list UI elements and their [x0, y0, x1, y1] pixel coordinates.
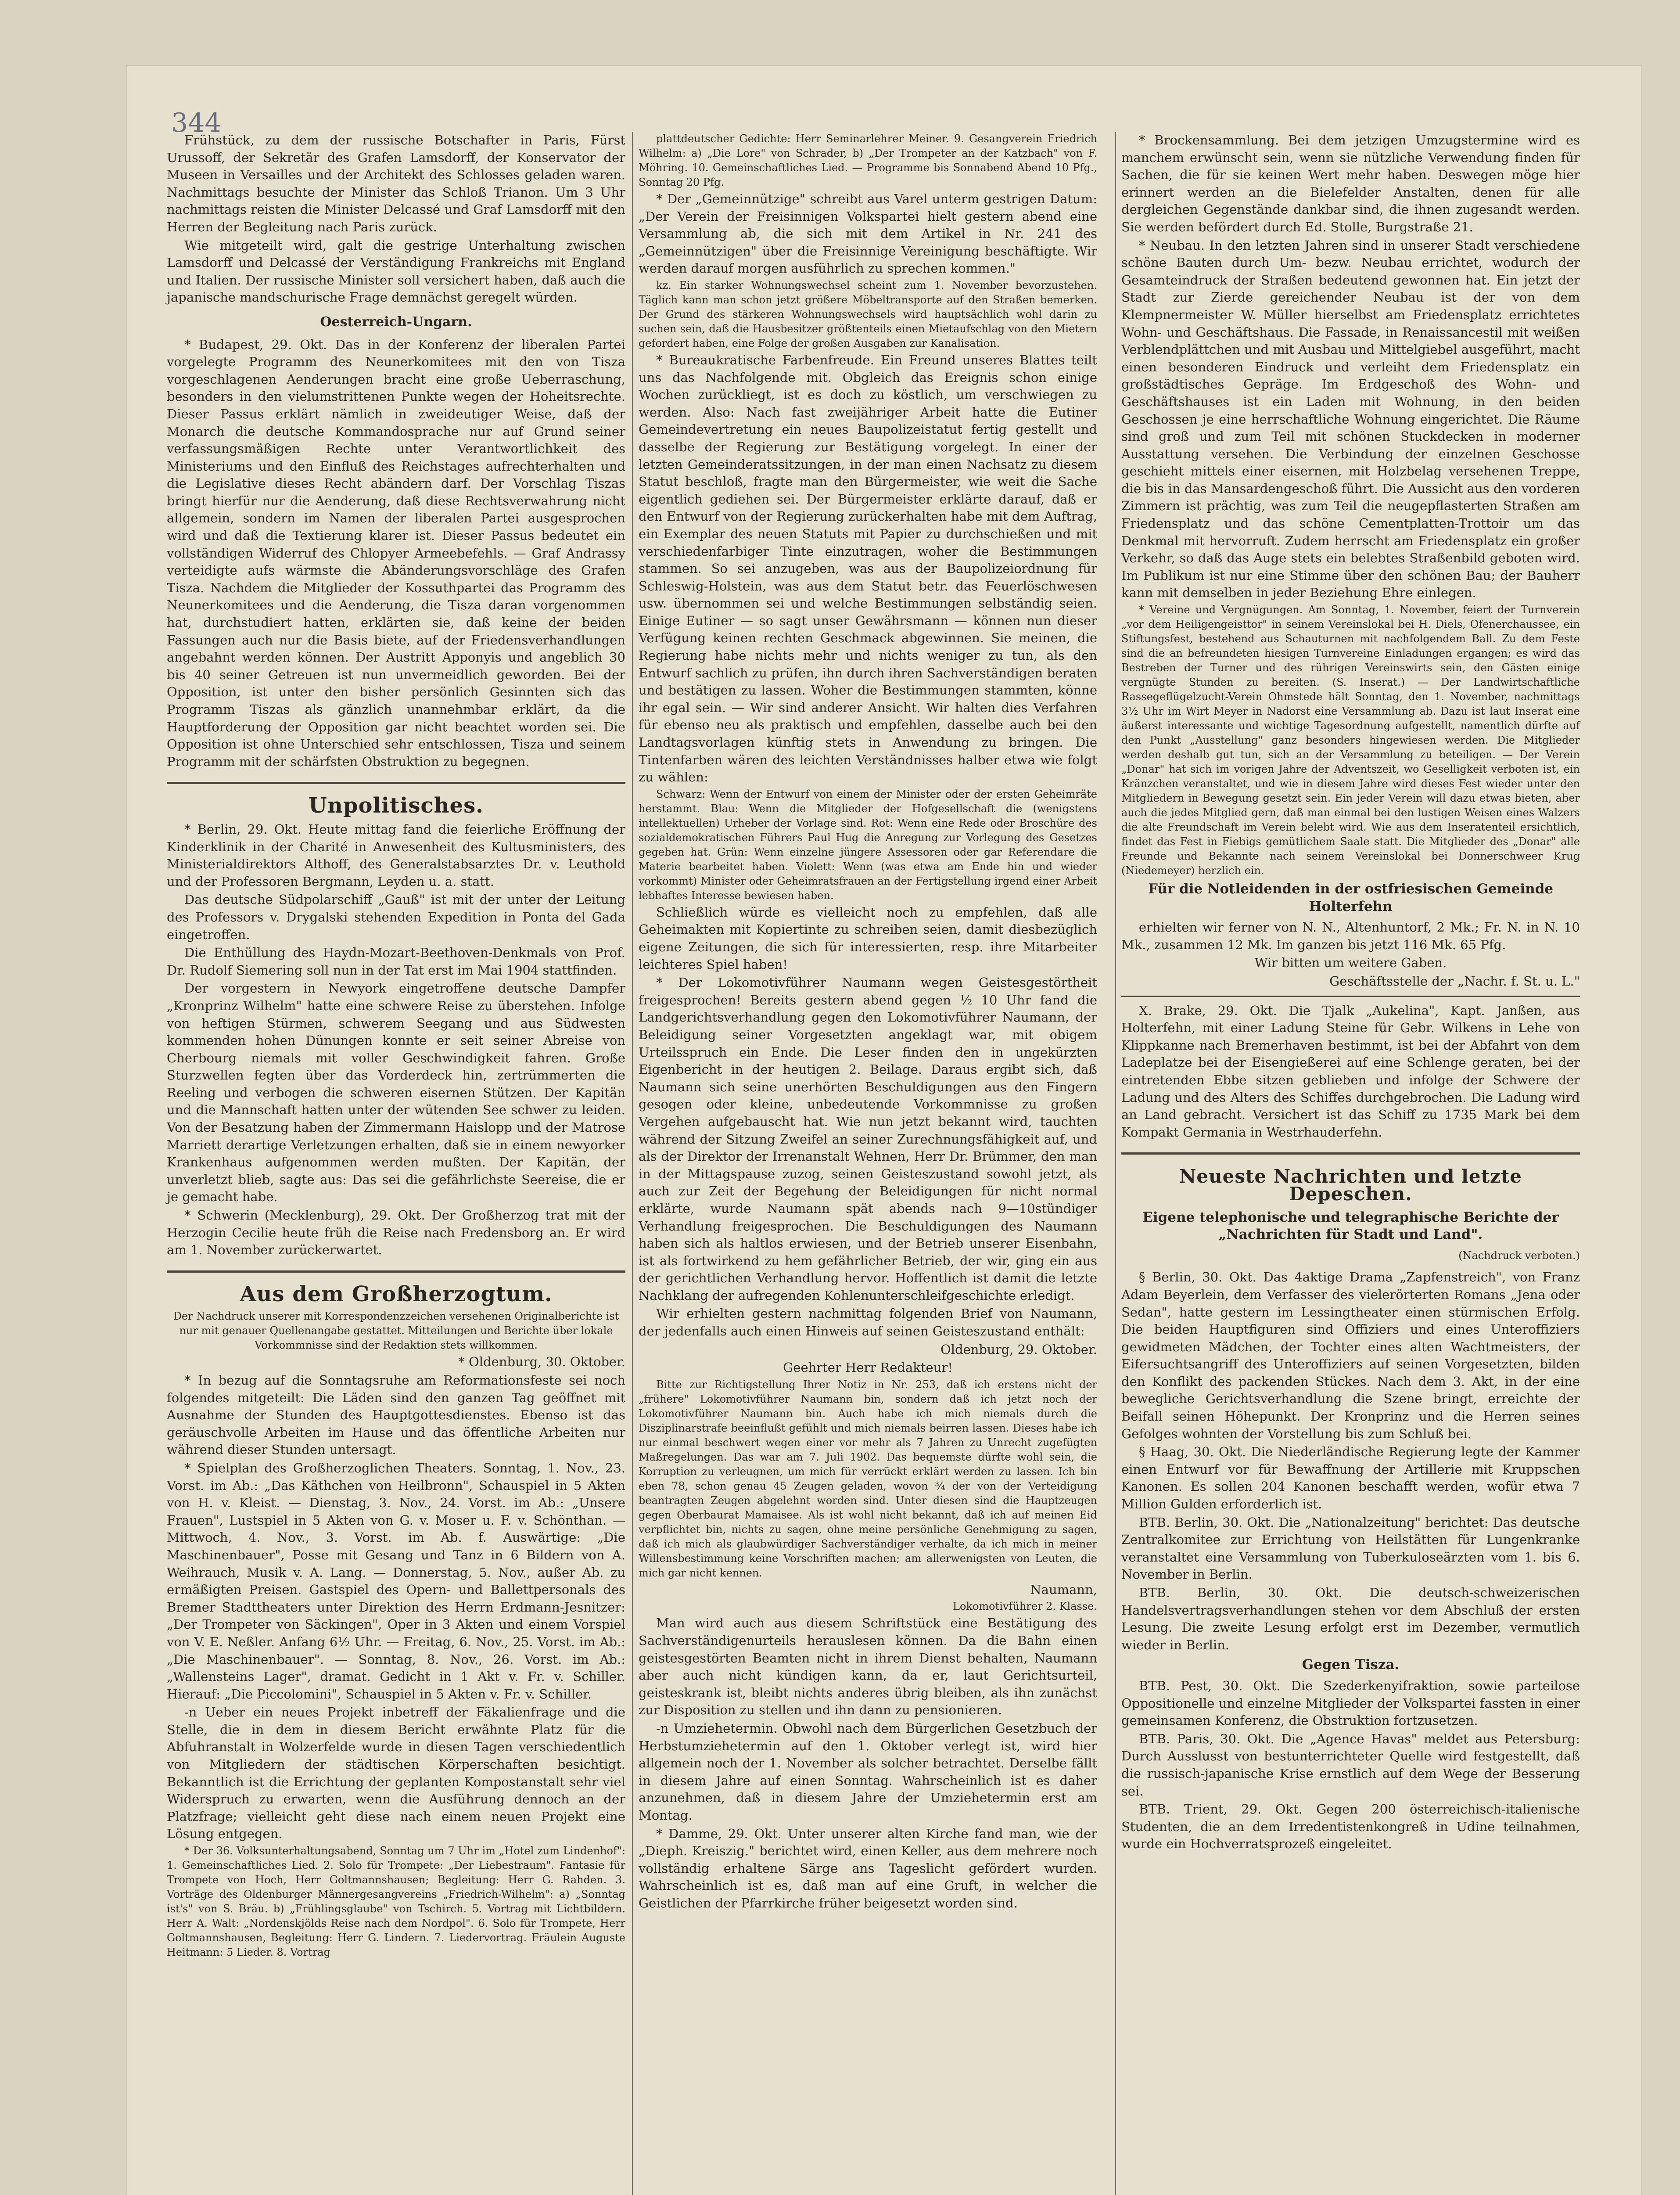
- article-paragraph: plattdeutscher Gedichte: Herr Seminarlehrer Meiner. 9. Gesangverein Friedrich Wilhelm: a) „Die Lore" von Schrader, b) „Der Trompeter an der Katzbach" von F. Möhring. 10. Gemeinschaftliches Lied. — Programme bis Sonnabend Abend 10 Pfg., Sonntag 20 Pfg.: [639, 133, 1097, 188]
- section-heading: Neueste Nachrichten und letzte Depeschen.: [1179, 1166, 1522, 1205]
- article-paragraph: BTB. Pest, 30. Okt. Die Szederkenyifraktion, sowie parteilose Oppositionelle und einzelne Mitglieder der Volkspartei fassten in einer gemeinsamen Konferenz, die Obstruktion fortzusetzen.: [1121, 1678, 1580, 1728]
- article-paragraph: Die Enthüllung des Haydn-Mozart-Beethoven-Denkmals von Prof. Dr. Rudolf Siemering soll nun in der Tat erst im Mai 1904 stattfinden.: [167, 945, 625, 978]
- article-paragraph: BTB. Trient, 29. Okt. Gegen 200 österreichisch-italienische Studenten, die an dem Irredentistenkongreß in Udine teilnahmen, wurde ein Hochverratsprozeß eingeleitet.: [1121, 1802, 1580, 1852]
- reprint-notice: (Nachdruck verboten.): [1458, 1249, 1580, 1262]
- section-subheading: Gegen Tisza.: [1302, 1657, 1400, 1673]
- article-paragraph: Wie mitgeteilt wird, galt die gestrige Unterhaltung zwischen Lamsdorff und Delcassé der Verständigung Frankreichs mit England und Italien. Der russische Minister soll versichert haben, daß auch die japanische mandschurische Frage demnächst geregelt würden.: [167, 237, 625, 305]
- article-paragraph: § Haag, 30. Okt. Die Niederländische Regierung legte der Kammer einen Entwurf vor für Bewaffnung der Artillerie mit Kruppschen Kanonen. Es sollen 204 Kanonen beschafft werden, wofür etwa 7 Million Gulden erforderlich ist.: [1121, 1444, 1580, 1512]
- section-heading: Oesterreich-Ungarn.: [320, 314, 472, 330]
- article-paragraph: -n Ueber ein neues Projekt inbetreff der Fäkalienfrage und die Stelle, die in dem in diesem Bericht erwähnte Platz für die Abfuhranstalt in Wolzerfelde wurde in diesen Tagen verschiedentlich von Mitgliedern der städtischen Körperschaften besichtigt. Bekanntlich ist die Errichtung der geplanten Kompostanstalt sehr viel Widerspruch zu erwarten, wenn die Ausführung dennoch an der Platzfrage; vielleicht geht diese nach einem neuen Projekt eine Lösung entgegen.: [167, 1705, 625, 1842]
- section-divider: [1121, 996, 1580, 997]
- article-paragraph: Frühstück, zu dem der russische Botschafter in Paris, Fürst Urussoff, der Sekretär des Grafen Lamsdorff, der Konservator der Museen in Versailles und der Architekt des Schlosses geladen waren. Nachmittags besuchte der Minister das Schloß Trianon. Um 3 Uhr nachmittags reisten die Minister Delcassé und Graf Lamsdorff mit den Herren der Begleitung nach Paris zurück.: [167, 133, 625, 234]
- article-paragraph: BTB. Berlin, 30. Okt. Die deutsch-schweizerischen Handelsvertragsverhandlungen stehen vor dem Abschluß der ersten Lesung. Die zweite Lesung erfolgt erst im Dezember, vermutlich wieder in Berlin.: [1121, 1585, 1580, 1652]
- article-paragraph: * Spielplan des Großherzoglichen Theaters. Sonntag, 1. Nov., 23. Vorst. im Ab.: „Das Käthchen von Heilbronn", Schauspiel in 5 Akten von H. v. Kleist. — Dienstag, 3. Nov., 24. Vorst. im Ab.: „Unsere Frauen", Lustspiel in 5 Akten von G. v. Moser u. F. v. Schönthan. — Mittwoch, 4. Nov., 3. Vorst. im Ab. f. Auswärtige: „Die Maschinenbauer", Posse mit Gesang und Tanz in 6 Bildern von A. Weihrauch, Musik v. A. Lang. — Donnerstag, 5. Nov., außer Ab. zu ermäßigten Preisen. Gastspiel des Opern- und Ballettpersonals des Bremer Stadttheaters unter Direktion des Herrn Erdmann-Jesnitzer: „Der Trompeter von Säckingen", Oper in 3 Akten und einem Vorspiel von V. E. Neßler. Anfang 6½ Uhr. — Freitag, 6. Nov., 25. Vorst. im Ab.: „Die Maschinenbauer". — Sonntag, 8. Nov., 26. Vorst. im Ab.: „Wallensteins Lager", dramat. Gedicht in 1 Akt v. Fr. v. Schiller. Hierauf: „Die Piccolomini", Schauspiel in 5 Akten v. Fr. v. Schiller.: [167, 1460, 625, 1702]
- dateline: * Oldenburg, 30. Oktober.: [458, 1354, 625, 1370]
- column-2: [639, 132, 1097, 1913]
- article-paragraph: * In bezug auf die Sonntagsruhe am Reformationsfeste sei noch folgendes mitgeteilt: Die Läden sind den ganzen Tag geöffnet mit Ausnahme der Stunden des Hauptgottesdienstes. Ebenso ist das geräuschvolle Arbeiten im Hause und das öffentliche Arbeiten nur während dieser Stunden untersagt.: [167, 1373, 625, 1457]
- article-paragraph: -n Umziehetermin. Obwohl nach dem Bürgerlichen Gesetzbuch der Herbstumziehetermin auf den 1. Oktober verlegt ist, wird hier allgemein noch der 1. November als solcher betrachtet. Derselbe fällt in diesem Jahre auf einen Sonntag. Wahrscheinlich ist es daher anzunehmen, daß in diesem Jahre der Umziehetermin erst am Montag.: [639, 1721, 1097, 1823]
- collection-office: Geschäftsstelle der „Nachr. f. St. u. L.": [1329, 974, 1580, 989]
- article-paragraph: * Vereine und Vergnügungen. Am Sonntag, 1. November, feiert der Turnverein „vor dem Heiligengeisttor" in seinem Vereinslokal bei H. Diels, Ofenerchaussee, ein Stiftungsfest, bestehend aus Schauturnen mit nachfolgendem Ball. Zu dem Feste sind die an befreundeten hiesigen Turnvereine Einladungen ergangen; es wird das Bestreben der Turner und des rührigen Vereinswirts sein, den Gästen einige vergnügte Stunden zu bereiten. (S. Inserat.) — Der Landwirtschaftliche Rassegeflügelzucht-Verein Ohmstede hält Sonntag, den 1. November, nachmittags 3½ Uhr im Wirt Meyer in Nadorst eine Versammlung ab. Dazu ist laut Inserat eine äußerst interessante und wichtige Tagesordnung aufgestellt, namentlich dürfte auf den Punkt „Ausstellung" ganz besonders hingewiesen werden. Die Mitglieder werden deshalb gut tun, sich an der Versammlung zu beteiligen. — Der Verein „Donar" hat sich im vorigen Jahre der Adventszeit, wo Geselligkeit verboten ist, ein Kränzchen veranstaltet, und wie in diesem Jahre wird dieses Fest wieder unter den Mitgliedern in Bewegung gesetzt sein. Ein jeder Verein will dazu etwas bieten, aber auch die jedes Mitglied gern, daß man einmal bei den lustigen Weisen eines Walzers die alte Freundschaft im Verein belebt wird. Wie aus dem Inseratenteil ersichtlich, findet das Fest in Fiebigs gemütlichem Saale statt. Die Mitglieder des „Donar" alle Freunde und Bekannte nach seinem Vereinslokal bei Donnerschweer Krug (Niedemeyer) herzlich ein.: [1121, 604, 1580, 877]
- article-paragraph: kz. Ein starker Wohnungswechsel scheint zum 1. November bevorzustehen. Täglich kann man schon jetzt größere Möbeltransporte auf den Straßen bemerken. Der Grund des stärkeren Wohnungswechsels wird hauptsächlich wohl darin zu suchen sein, daß die Hausbesitzer größtenteils einen Mietaufschlag von den Mietern gefordert haben, eine Folge der großen Ausgaben zur Kanalisation.: [639, 279, 1097, 349]
- article-paragraph: Schließlich würde es vielleicht noch zu empfehlen, daß alle Geheimakten mit Kopiertinte zu schreiben seien, damit diesbezüglich eigene Zeitungen, die sich für interessierten, resp. ihre Mitarbeiter leichteres Spiel haben!: [639, 904, 1097, 972]
- article-paragraph: Der vorgestern in Newyork eingetroffene deutsche Dampfer „Kronprinz Wilhelm" hatte eine schwere Reise zu überstehen. Infolge von heftigen Stürmen, schwerem Seegang und aus Südwesten kommenden hohen Dünungen konnte er seit seiner Abreise von Cherbourg niemals mit voller Geschwindigkeit fahren. Große Sturzwellen fegten über das Vorderdeck hin, zertrümmerten die Reeling und verbogen die schweren eisernen Stützen. Der Kapitän und die Mannschaft hatten unter der wütenden See schwer zu leiden. Von der Besatzung haben der Zimmermann Haislopp und der Matrose Marriett derartige Verletzungen erhalten, daß sie in einem newyorker Krankenhaus aufgenommen werden mußten. Der Kapitän, der unverletzt blieb, sagte aus: Das sei die gefährlichste Seereise, die er je gemacht habe.: [167, 981, 625, 1205]
- section-divider: [167, 782, 625, 784]
- article-paragraph: * Bureaukratische Farbenfreude. Ein Freund unseres Blattes teilt uns das Nachfolgende mit. Obgleich das Ereignis schon einige Wochen zurückliegt, ist es doch zu köstlich, um verschwiegen zu werden. Also: Nach fast zweijähriger Arbeit hatte die Eutiner Gemeindevertretung ein neues Baupolizeistatut fertig gestellt und dasselbe der Regierung zur Bestätigung vorgelegt. In einer der letzten Gemeinderatssitzungen, in der man einen Nachsatz zu diesem Statut beschloß, fragte man den Bürgermeister, wie weit die Sache eigentlich gediehen sei. Der Bürgermeister erklärte darauf, daß er den Entwurf von der Regierung zurückerhalten habe mit dem Auftrag, ein Exemplar des neuen Statuts mit Papier zu durchschießen und mit verschiedenfarbiger Tinte einzutragen, woher die Bestimmungen stammen. So sei anzugeben, was aus der Baupolizeiordnung für Schleswig-Holstein, was aus dem Statut betr. das Feuerlöschwesen usw. übernommen sei und welche Bestimmungen selbständig seien. Einige Eutiner — so sagt unser Gewährsmann — können nun dieser Verfügung keinen rechten Geschmack abgewinnen. Sie meinen, die Regierung habe nichts mehr und nichts weniger zu tun, als den Entwurf sachlich zu prüfen, ihn durch ihren Sachverständigen beraten und bestätigen zu lassen. Woher die Bestimmungen stammten, könne ihr egal sein. — Wir sind anderer Ansicht. Wir halten dies Verfahren für ebenso neu als praktisch und empfehlen, dasselbe auch bei den Landtagsvorlagen künftig stets in Anwendung zu bringen. Die Tintenfarben wären des leichten Verständnisses halber etwa wie folgt zu wählen:: [639, 352, 1097, 785]
- column-1: [167, 132, 625, 1961]
- collection-heading: Für die Notleidenden in der ostfriesischen Gemeinde Holterfehn: [1148, 881, 1554, 914]
- article-paragraph: * Berlin, 29. Okt. Heute mittag fand die feierliche Eröffnung der Kinderklinik in der Charité in Anwesenheit des Kultusministers, des Ministerialdirektors Althoff, des Generalstabsarztes Dr. v. Leuthold und der Professoren Bergmann, Leyden u. a. statt.: [167, 821, 625, 889]
- section-heading: Aus dem Großherzogtum.: [240, 1281, 553, 1306]
- article-paragraph: * Neubau. In den letzten Jahren sind in unserer Stadt verschiedene schöne Bauten durch Um- bezw. Neubau errichtet, wodurch der Gesamteindruck der Straßen bedeutend gewonnen hat. Ein jetzt der Stadt zur Zierde gereichender Neubau ist der von dem Klempnermeister W. Müller hierselbst am Friedensplatz errichtetes Wohn- und Geschäftshaus. Die Fassade, in Renaissancestil mit weißen Verblendplättchen und mit Ausbau und Mittelgiebel ausgeführt, macht einen besonderen Eindruck und verleiht dem Friedensplatz ein großstädtisches Gepräge. Im Erdgeschoß des Wohn- und Geschäftshauses ist ein Laden mit Wohnung, in den beiden Geschossen je eine herrschaftliche Wohnung eingerichtet. Die Räume sind groß und zum Teil mit schönen Stuckdecken in moderner Ausstattung versehen. Die Verbindung der einzelnen Geschosse geschieht mittels einer eisernen, mit Holzbelag versehenen Treppe, die bis in das Mansardengeschoß führt. Die Aussicht aus den vorderen Zimmern ist prächtig, was zum Teil die neugepflasterten Straßen am Friedensplatz und das schöne Cementplatten-Trottoir um das Denkmal mit hervorruft. Zudem herrscht am Friedensplatz ein großer Verkehr, so daß das Auge stets ein belebtes Straßenbild geboten wird. Im Publikum ist nur eine Stimme über den schönen Bau; der Bauherr kann mit demselben in jeder Beziehung Ehre einlegen.: [1121, 237, 1580, 601]
- section-subheading: Eigene telephonische und telegraphische Berichte der „Nachrichten für Stadt und Land".: [1142, 1209, 1559, 1243]
- page-number: 344: [171, 108, 222, 138]
- letter-dateline: Oldenburg, 29. Oktober.: [941, 1342, 1097, 1357]
- article-paragraph: § Berlin, 30. Okt. Das 4aktige Drama „Zapfenstreich", von Franz Adam Beyerlein, dem Verfasser des vielerörterten Romans „Jena oder Sedan", hatte gestern im Lessingtheater einen stürmischen Erfolg. Die beiden Hauptfiguren sind Offiziers und eines Unteroffiziers gewidmeten Mädchen, der Tochter eines alten Wachtmeisters, der Eifersuchtsangriff des Unteroffiziers auf seinen Vorgesetzten, bilden den Konflikt des packenden Stückes. Nach dem 3. Akt, in der eine bewegliche Gerichtsverhandlung die Szene bringt, erreichte der Beifall seinen Höhepunkt. Der Kronprinz und die Herren seines Gefolges wohnten der Vorstellung bis zum Schluß bei.: [1121, 1270, 1580, 1441]
- section-divider: [1121, 1152, 1580, 1155]
- article-paragraph: * Damme, 29. Okt. Unter unserer alten Kirche fand man, wie der „Dieph. Kreiszig." berichtet wird, einen Keller, aus dem mehrere noch vollständig erhaltene Särge ans Tageslicht gefördert wurden. Wahrscheinlich ist es, daß man auf eine Gruft, in welcher die Geistlichen der Pfarrkirche früher beigesetzt worden sind.: [639, 1826, 1097, 1911]
- article-paragraph: * Der „Gemeinnützige" schreibt aus Varel unterm gestrigen Datum: „Der Verein der Freisinnigen Volkspartei hielt gestern abend eine Versammlung ab, die sich mit dem Artikel in Nr. 241 des „Gemeinnützigen" über die Freisinnige Vereinigung beschäftigte. Wir werden darauf morgen ausführlich zu sprechen kommen.": [639, 191, 1097, 276]
- column-rule: [632, 132, 633, 2195]
- section-divider: [167, 1270, 625, 1273]
- article-paragraph: Man wird auch aus diesem Schriftstück eine Bestätigung des Sachverständigenurteils herauslesen können. Da die Bahn einen geistesgestörten Beamten nicht in ihrem Dienst behalten, Naumann aber auch nicht kündigen kann, da er, laut Gerichtsurteil, geisteskrank ist, bleibt nichts anderes übrig bleiben, als ihn zunächst zur Disposition zu stellen und ihn dann zu pensionieren.: [639, 1616, 1097, 1718]
- letter-salutation: Geehrter Herr Redakteur!: [783, 1360, 953, 1375]
- article-paragraph: Wir erhielten gestern nachmittag folgenden Brief von Naumann, der jedenfalls auch einen Hinweis auf seinen Geisteszustand enthält:: [639, 1306, 1097, 1339]
- article-paragraph: * Der 36. Volksunterhaltungsabend, Sonntag um 7 Uhr im „Hotel zum Lindenhof": 1. Gemeinschaftliches Lied. 2. Solo für Trompete: „Der Liebestraum". Fantasie für Trompete von Hoch, Herr Goltmannshausen; Begleitung: Herr G. Rahden. 3. Vorträge des Oldenburger Männergesangvereins „Friedrich-Wilhelm": a) „Sonntag ist's" von S. Bräu. b) „Frühlingsglaube" von Tschirch. 5. Vortrag mit Lichtbildern. Herr A. Walt: „Nordenskjölds Reise nach dem Nordpol". 6. Solo für Trompete, Herr Goltmannshausen, Begleitung: Herr G. Lindern. 7. Liedervortrag. Fräulein Auguste Heitmann: 5 Lieder. 8. Vortrag: [167, 1845, 625, 1959]
- article-paragraph: Das deutsche Südpolarschiff „Gauß" ist mit der unter der Leitung des Professors v. Drygalski stehenden Expedition in Ponta del Gada eingetroffen.: [167, 892, 625, 942]
- collection-text: erhielten wir ferner von N. N., Altenhuntorf, 2 Mk.; Fr. N. in N. 10 Mk., zusammen 12 Mk. Im ganzen bis jetzt 116 Mk. 65 Pfg.: [1121, 920, 1580, 952]
- letter-signature-title: Lokomotivführer 2. Klasse.: [953, 1600, 1097, 1613]
- article-paragraph: X. Brake, 29. Okt. Die Tjalk „Aukelina", Kapt. Janßen, aus Holterfehn, mit einer Ladung Steine für Gebr. Wilkens in Lehe von Klippkanne nach Bremerhaven bestimmt, ist bei der Abfahrt von dem Ladeplatze bei der Eisengießerei auf eine Schlenge geraten, bei der eintretenden Ebbe sitzen geblieben und infolge der Schwere der Ladung und des Alters des Schiffes durchgebrochen. Die Ladung wird an Land gebracht. Versichert ist das Schiff zu 1735 Mark bei dem Kompakt Germania in Westrhauderfehn.: [1121, 1003, 1580, 1140]
- article-paragraph: BTB. Paris, 30. Okt. Die „Agence Havas" meldet aus Petersburg: Durch Ausslusst von bestunterrichteter Quelle wird festgestellt, daß die russisch-japanische Krise ernstlich auf dem Wege der Besserung sei.: [1121, 1731, 1580, 1799]
- article-paragraph: * Budapest, 29. Okt. Das in der Konferenz der liberalen Partei vorgelegte Programm des Neunerkomitees mit den von Tisza vorgeschlagenen Aenderungen bracht eine große Ueberraschung, besonders in den vielumstrittenen Punkte wegen der Hoheitsrechte. Dieser Passus erklärt nämlich in zweideutiger Weise, daß der Monarch die deutsche Kommandosprache nur auf Grund seiner verfassungsmäßigen Rechte unter Verantwortlichkeit des Ministeriums und den Einfluß des Reichstages aufrechterhalten und die Legislative dieses Recht abändern darf. Der Vorschlag Tiszas bringt hierfür nur die Aenderung, daß diese Rechtsverwahrung nicht allgemein, sondern im Namen der liberalen Partei ausgesprochen wird und daß die Textierung klarer ist. Dieser Passus bedeutet ein vollständigen Widerruf des Chlopyer Armeebefehls. — Graf Andrassy verteidigte aufs wärmste die Abänderungsvorschläge des Grafen Tisza. Nachdem die Mitglieder der Kossuthpartei das Programm des Neunerkomitees und die Aenderung, die Tisza daran vorgenommen hat, durchstudiert hatten, erklärten sie, daß keine der beiden Fassungen auch nur die Basis biete, auf der Friedensverhandlungen angebahnt werden können. Der Austritt Apponyis und angeblich 30 bis 40 seiner Getreuen ist nun unvermeidlich geworden. Bei der Opposition, ist unter den bisher persönlich Gesinnten sich das Programm Tiszas als gänzlich unannehmbar erklärt, da die Hauptforderung der Opposition gar nicht beachtet worden sei. Die Opposition ist ohne Unterschied sehr entschlossen, Tisza und seinem Programm mit der schärfsten Obstruktion zu begegnen.: [167, 337, 625, 769]
- letter-body: Bitte zur Richtigstellung Ihrer Notiz in Nr. 253, daß ich erstens nicht der „frühere" Lokomotivführer Naumann bin, sondern daß ich jetzt noch der Lokomotivführer Naumann bin. Auch habe ich mich niemals durch die Disziplinarstrafe beeinflußt gefühlt und mich niemals beirren lassen. Dieses habe ich nur einmal beschwert wegen einer vor mehr als 7 Jahren zu Unrecht zugefügten Maßregelungen. Das war am 7. Juli 1902. Das bequemste dürfte wohl sein, die Korruption zu verleugnen, um mich für verrückt erklärt werden zu lassen. Ich bin eben 78, schon genau 45 Zeugen geladen, wovon ¾ der von der Verteidigung beantragten Zeugen abgelehnt worden sind. Unter diesen sind die Hauptzeugen gegen Oberbaurat Mamaisee. Als ist wohl nicht bekannt, daß ich auf meinen Eid verpflichtet bin, nichts zu sagen, ohne meine persönliche Genehmigung zu sagen, daß ich mich als glaubwürdiger Sachverständiger verhalte, da ich mich in meiner Willensbestimmung keine Vorschriften machen; am allerwenigsten von Leuten, die mich gar nicht kennen.: [639, 1378, 1097, 1579]
- column-3: [1121, 132, 1580, 1854]
- column-rule: [1115, 132, 1116, 2195]
- article-paragraph: * Brockensammlung. Bei dem jetzigen Umzugstermine wird es manchem erwünscht sein, wenn sie nützliche Verwendung finden für Sachen, die für sie keinen Wert mehr haben. Deswegen möge hier erinnert werden an die Bielefelder Anstalten, denen für alle dergleichen Gegenstände dankbar sind, die ihnen zugesandt werden. Sie werden befördert durch Ed. Stolle, Burgstraße 21.: [1121, 133, 1580, 234]
- article-paragraph: Schwarz: Wenn der Entwurf von einem der Minister oder der ersten Geheimräte herstammt. Blau: Wenn die Mitglieder der Hofgesellschaft die (wenigstens intellektuellen) Urheber der Vorlage sind. Rot: Wenn eine Rede oder Broschüre des sozialdemokratischen Führers Paul Hug die Anregung zur Vorlegung des Gesetzes gegeben hat. Grün: Wenn einzelne jüngere Assessoren oder gar Referendare die Materie bearbeitet haben. Violett: Wenn (was etwa am Ende hin und wieder vorkommt) Minister oder Geheimratsfrauen an der Fertigstellung irgend einer Arbeit lebhaftes Interesse bewiesen haben.: [639, 788, 1097, 902]
- section-heading: Unpolitisches.: [309, 793, 484, 818]
- reprint-notice: Der Nachdruck unserer mit Korrespondenzzeichen versehenen Originalberichte ist nur mit genauer Quellenangabe gestattet. Mitteilungen und Berichte über lokale Vorkommnisse sind der Redaktion stets willkommen.: [173, 1310, 619, 1352]
- article-paragraph: * Schwerin (Mecklenburg), 29. Okt. Der Großherzog trat mit der Herzogin Cecilie heute früh die Reise nach Fredensborg an. Er wird am 1. November zurückerwartet.: [167, 1208, 625, 1258]
- article-paragraph: BTB. Berlin, 30. Okt. Die „Nationalzeitung" berichtet: Das deutsche Zentralkomitee zur Errichtung von Heilstätten für Lungenkranke veranstaltet eine Versammlung von Tuberkuloseärzten vom 1. bis 6. November in Berlin.: [1121, 1515, 1580, 1582]
- article-paragraph: * Der Lokomotivführer Naumann wegen Geistesgestörtheit freigesprochen! Bereits gestern abend gegen ½ 10 Uhr fand die Landgerichtsverhandlung gegen den Lokomotivführer Naumann, der Beleidigung seiner Vorgesetzten angeklagt war, mit obigem Urteilsspruch ein Ende. Die Leser finden den in ungekürzten Eigenbericht in der heutigen 2. Beilage. Daraus ergibt sich, daß Naumann sich seine unerhörten Beschuldigungen aus den Fingern gesogen oder kleine, unbedeutende Vorkommnisse zu großen Vergehen aufgebauscht hat. Wie nun jetzt bekannt wird, tauchten während der Sitzung Zweifel an seiner Zurechnungsfähigkeit auf, und als der Direktor der Irrenanstalt Wehnen, Herr Dr. Brümmer, den man in der Mittagspause zuzog, seinen Geisteszustand sowohl jetzt, als auch zur Zeit der Begehung der Beleidigungen für nicht normal erklärte, wurde Naumann spät abends nach 9—10stündiger Verhandlung freigesprochen. Die Beschuldigungen des Naumann haben sich als haltlos erwiesen, und der Betrieb unserer Eisenbahn, ist als fortwirkend zu hem gefährlicher Betrieb, der wir, ging ein aus der gerichtlichen Verhandlung hervor. Hoffentlich ist damit die letzte Nachklang der aufregenden Kohlenunterschleifgeschichte erledigt.: [639, 975, 1097, 1303]
- collection-note: Wir bitten um weitere Gaben.: [1254, 955, 1447, 971]
- letter-signature: Naumann,: [1030, 1582, 1097, 1597]
